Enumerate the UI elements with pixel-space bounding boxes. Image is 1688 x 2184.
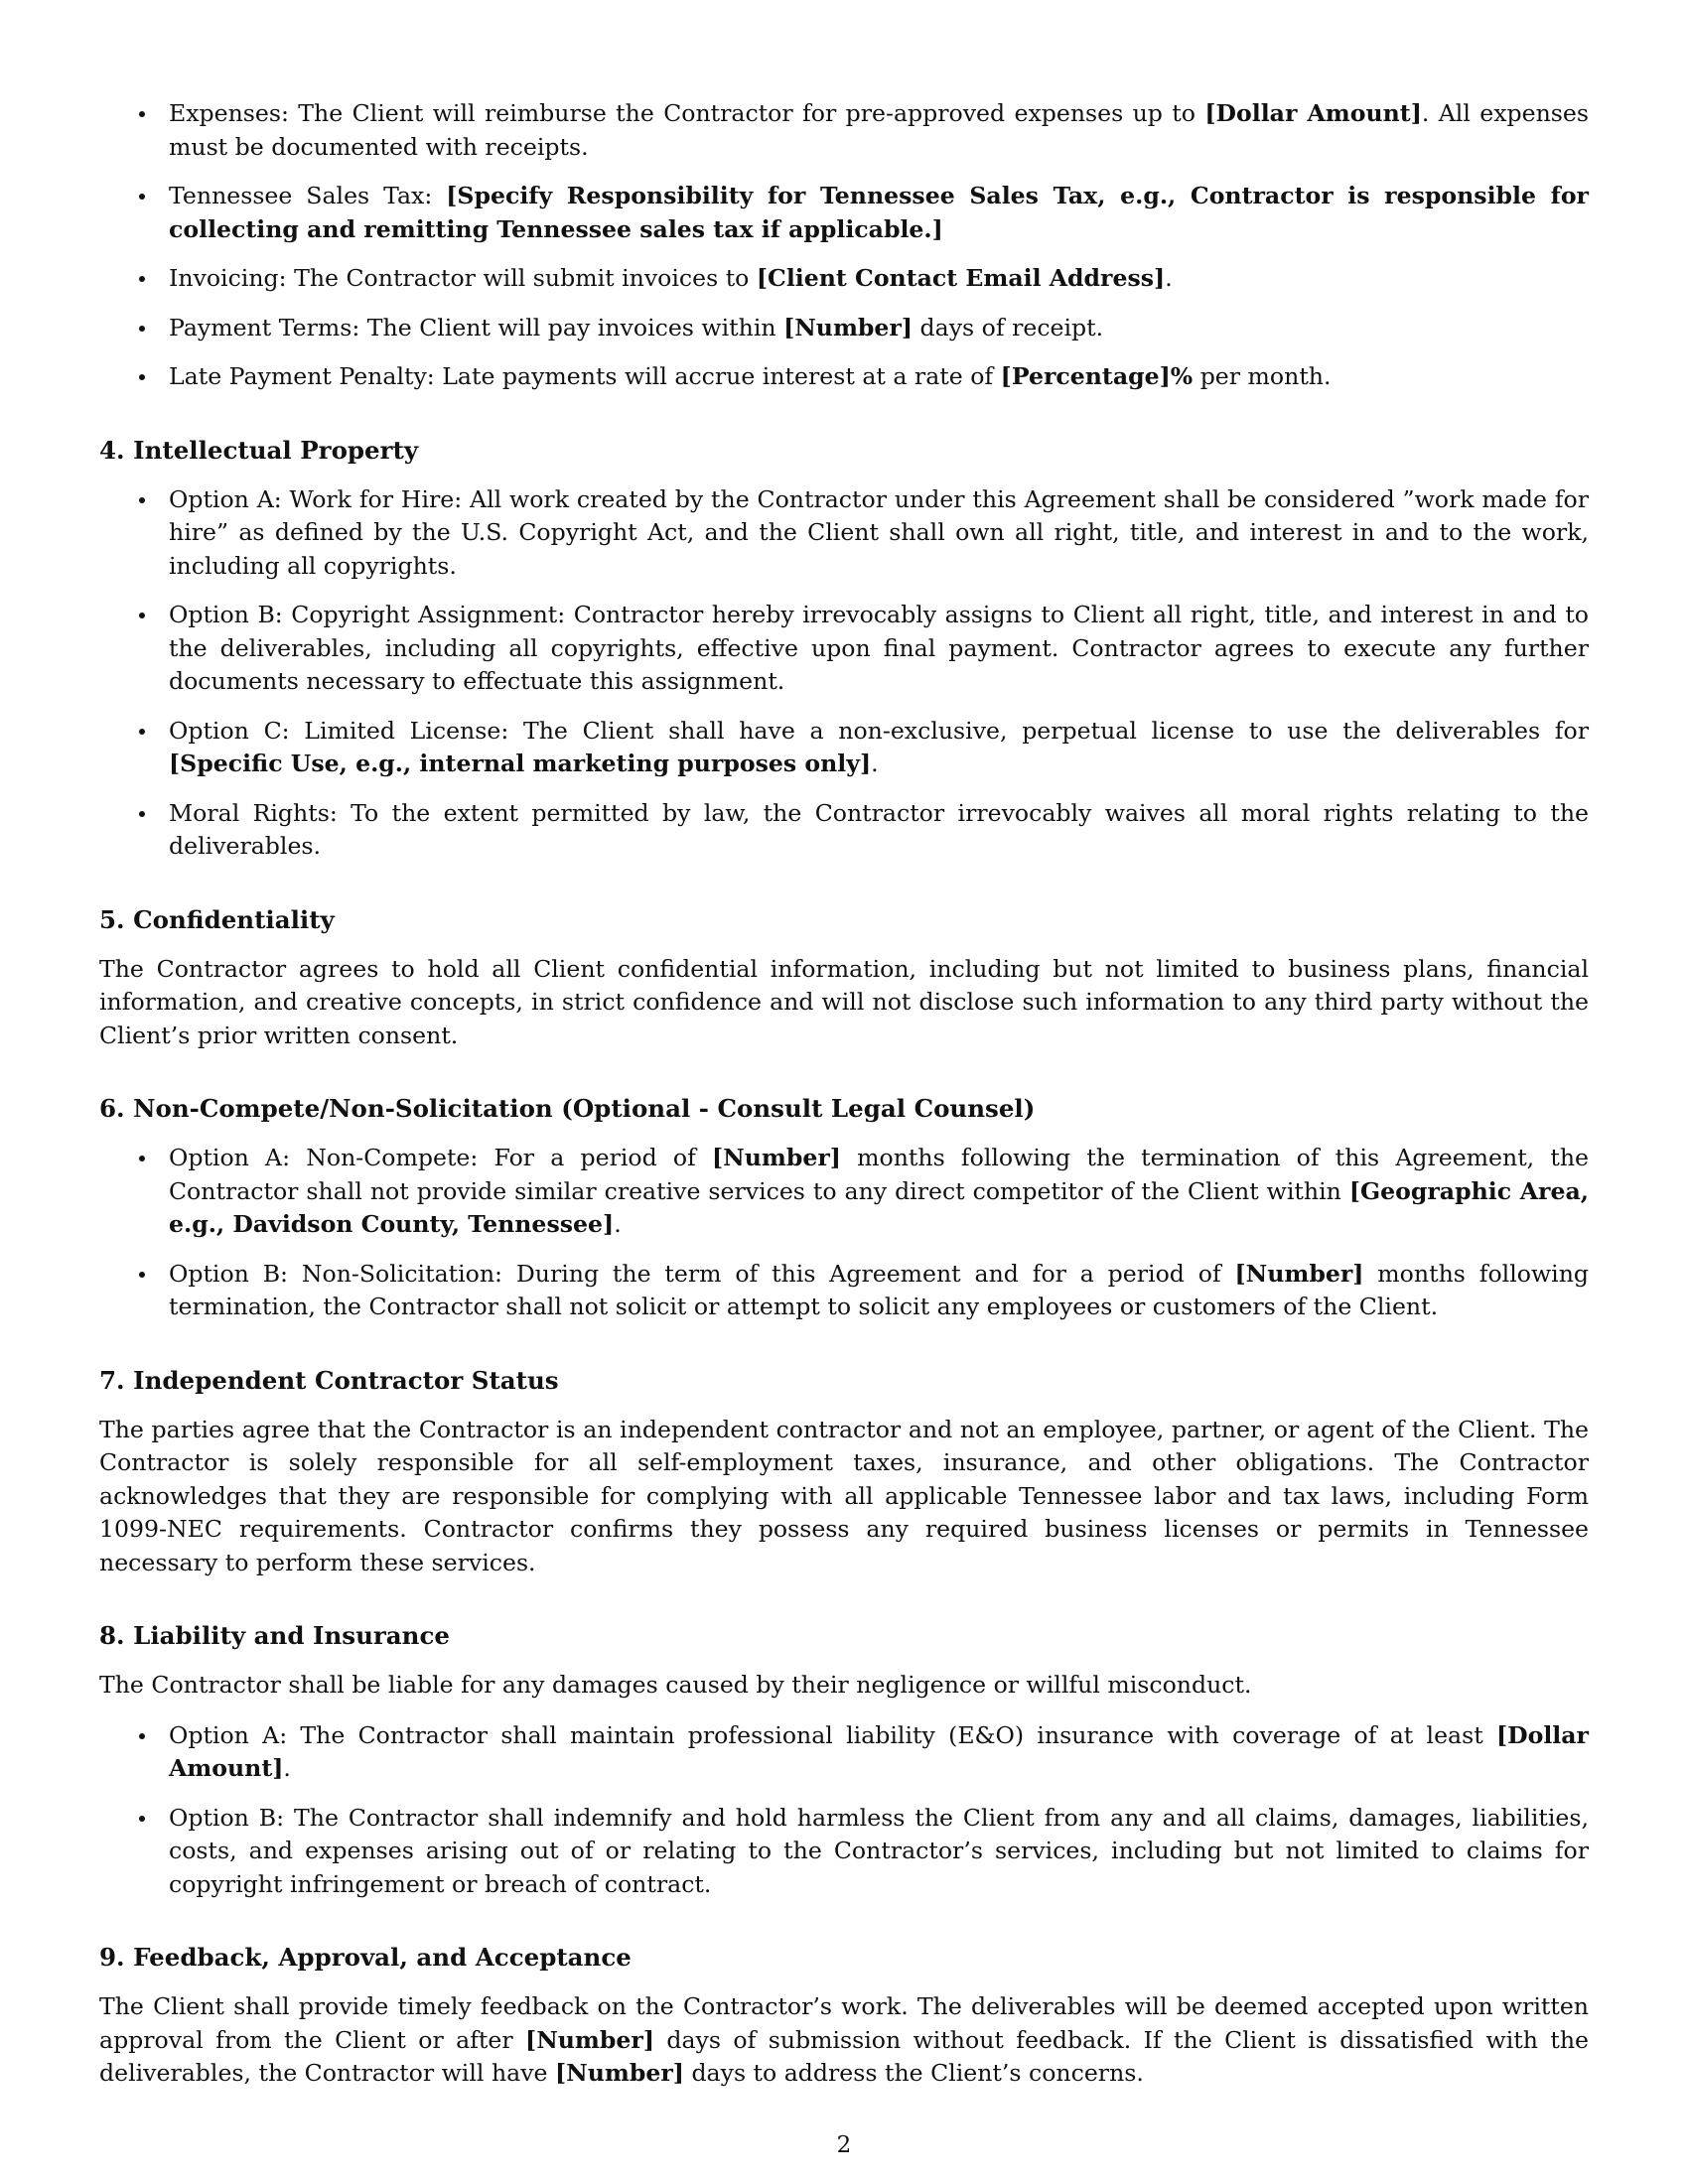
- text-run: Payment Terms: The Client will pay invoices within: [169, 313, 784, 341]
- text-run: Late Payment Penalty: Late payments will accrue interest at a rate of: [169, 362, 1001, 390]
- text-run: .: [283, 1754, 291, 1782]
- text-run: Option B: The Contractor shall indemnify and hold harmless the Client from any and all claims, damages, liabilities, costs, and expenses arising out of or relating to the Contractor’s services, including but not limited to claims for copyright infringement or breach of contract.: [169, 1803, 1589, 1898]
- placeholder-field: [Number]: [712, 1144, 841, 1171]
- text-run: Option A: Work for Hire: All work created by the Contractor under this Agreement shall be considered ”work made for hire” as defined by the U.S. Copyright Act, and the Client shall own all right, title, and interest in and to the work, including all copyrights.: [169, 484, 1589, 580]
- text-run: .: [614, 1210, 622, 1238]
- text-run: .: [871, 750, 879, 777]
- placeholder-field: [Specify Responsibility for Tennessee Sales Tax, e.g., Contractor is responsible for collecting and remitting Tennessee sales tax if applicable.]: [169, 182, 1589, 243]
- text-run: The parties agree that the Contractor is an independent contractor and not an employee, partner, or agent of the Client. The Contractor is solely responsible for all self-employment taxes, insurance, and other obligations. The Contractor acknowledges that they are responsible for complying with all applicable Tennessee labor and tax laws, including Form 1099-NEC requirements. Contractor confirms they possess any required business licenses or permits in Tennessee necessary to perform these services.: [99, 1415, 1589, 1576]
- placeholder-field: [Dollar Amount]: [1204, 99, 1422, 127]
- text-run: The Contractor shall be liable for any damages caused by their negligence or willful misconduct.: [99, 1671, 1252, 1699]
- text-run: months following the termination of this Agreement, the Contractor shall not provide similar creative services to any direct competitor of the Client within: [169, 1144, 1589, 1205]
- text-run: Option B: Copyright Assignment: Contractor hereby irrevocably assigns to Client all right, title, and interest in and to the deliverables, including all copyrights, effective upon final payment. Contractor agrees to execute any further documents necessary to effectuate this assignment.: [169, 601, 1589, 695]
- body-paragraph: [99, 1414, 1589, 1580]
- option-list: [99, 483, 1589, 864]
- body-paragraph: [99, 1990, 1589, 2091]
- placeholder-field: [Number]: [555, 2059, 684, 2087]
- placeholder-field: [Geographic Area, e.g., Davidson County, Tennessee]: [169, 1176, 1589, 1238]
- option-list: [99, 1719, 1589, 1902]
- placeholder-field: [Specific Use, e.g., internal marketing purposes only]: [169, 750, 872, 777]
- text-run: Option A: Non-Compete: For a period of: [169, 1144, 713, 1171]
- text-run: Option B: Non-Solicitation: During the term of this Agreement and for a period of: [169, 1259, 1235, 1288]
- section-heading: 8. Liability and Insurance: [99, 1621, 450, 1650]
- list-item: [99, 180, 1589, 246]
- text-run: . All expenses must be documented with receipts.: [169, 99, 1589, 161]
- section-heading: 9. Feedback, Approval, and Acceptance: [99, 1943, 632, 1972]
- list-item: [99, 1258, 1589, 1324]
- payment-terms-list: [99, 97, 1589, 394]
- section-heading: 6. Non-Compete/Non-Solicitation (Optional - Consult Legal Counsel): [99, 1094, 1036, 1123]
- list-item: [99, 97, 1589, 164]
- placeholder-field: [Dollar Amount]: [169, 1720, 1589, 1782]
- text-run: The Client shall provide timely feedback on the Contractor’s work. The deliverables will be deemed accepted upon written approval from the Client or after: [99, 1992, 1589, 2054]
- placeholder-field: [Percentage]%: [1000, 362, 1194, 390]
- list-item: [99, 1142, 1589, 1242]
- list-item: [99, 599, 1589, 699]
- list-item: [99, 262, 1589, 296]
- placeholder-field: [Number]: [1234, 1259, 1364, 1288]
- list-item: [99, 715, 1589, 781]
- text-run: Moral Rights: To the extent permitted by law, the Contractor irrevocably waives all moral rights relating to the deliverables.: [169, 798, 1589, 860]
- document-page: [99, 97, 1589, 2108]
- section-heading: 7. Independent Contractor Status: [99, 1365, 559, 1395]
- list-item: [99, 483, 1589, 584]
- list-item: [99, 360, 1589, 394]
- text-run: months following termination, the Contractor shall not solicit or attempt to solicit any employees or customers of the Client.: [169, 1259, 1589, 1320]
- text-run: days of receipt.: [913, 313, 1104, 341]
- text-run: days of submission without feedback. If the Client is dissatisfied with the deliverables, the Contractor will have: [99, 2025, 1589, 2087]
- body-paragraph: [99, 1669, 1589, 1703]
- list-item: [99, 1802, 1589, 1902]
- section-heading: 4. Intellectual Property: [99, 435, 419, 465]
- list-item: [99, 312, 1589, 345]
- text-run: days to address the Client’s concerns.: [683, 2059, 1144, 2087]
- list-item: [99, 1719, 1589, 1786]
- placeholder-field: [Client Contact Email Address]: [756, 264, 1166, 292]
- text-run: Option C: Limited License: The Client shall have a non-exclusive, perpetual license to use the deliverables for: [169, 716, 1589, 745]
- page-number: 2: [836, 2132, 852, 2158]
- option-list: [99, 1142, 1589, 1324]
- document-sections: [99, 434, 1589, 2091]
- text-run: Tennessee Sales Tax:: [169, 182, 447, 209]
- text-run: Expenses: The Client will reimburse the Contractor for pre-approved expenses up to: [169, 99, 1205, 127]
- text-run: Invoicing: The Contractor will submit invoices to: [169, 264, 757, 292]
- text-run: per month.: [1193, 362, 1332, 390]
- list-item: [99, 797, 1589, 864]
- placeholder-field: [Number]: [525, 2025, 654, 2054]
- text-run: The Contractor agrees to hold all Client confidential information, including but not limited to business plans, financial information, and creative concepts, in strict confidence and will not disclose such information to any third party without the Client’s prior written consent.: [99, 954, 1589, 1049]
- section-heading: 5. Confidentiality: [99, 904, 335, 934]
- body-paragraph: [99, 953, 1589, 1053]
- placeholder-field: [Number]: [783, 313, 914, 341]
- text-run: Option A: The Contractor shall maintain professional liability (E&O) insurance with coverage of at least: [169, 1720, 1496, 1749]
- text-run: .: [1165, 264, 1173, 292]
